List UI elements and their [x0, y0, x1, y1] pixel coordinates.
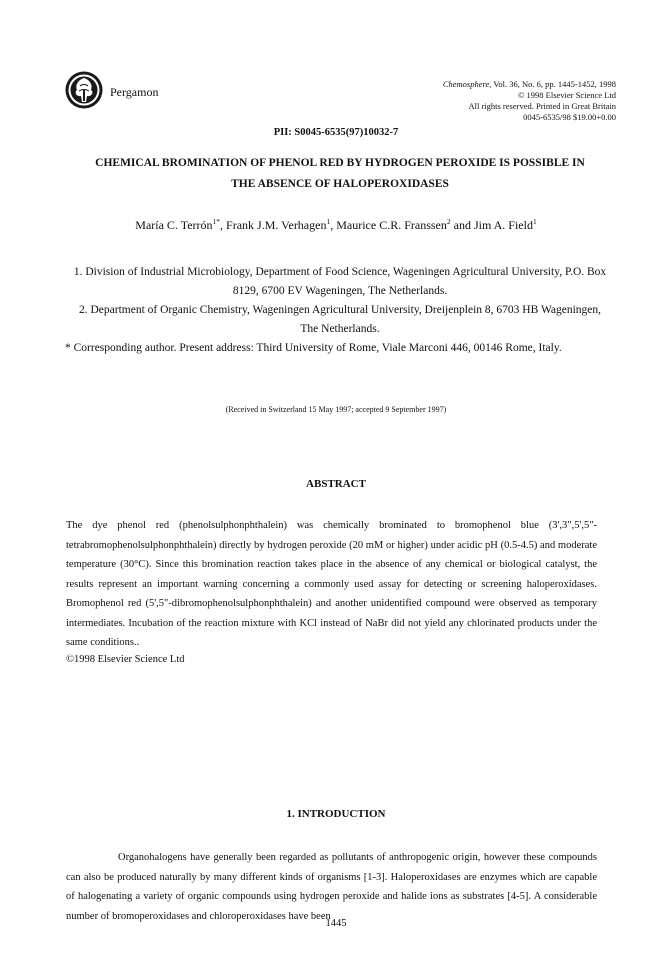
author-affiliation-marker: 1 [532, 217, 537, 226]
received-dates: (Received in Switzerland 15 May 1997; accepted 9 September 1997) [225, 405, 447, 414]
affiliations [65, 263, 610, 358]
author-name: Jim A. Field [473, 218, 533, 232]
title-line-1: CHEMICAL BROMINATION OF PHENOL RED BY HYDROGEN PEROXIDE IS POSSIBLE IN [95, 157, 585, 169]
affiliation-2: 2. Department of Organic Chemistry, Wageningen Agricultural University, Dreijenplein 8, 6703 HB Wageningen, The Netherlands. [78, 304, 602, 335]
author-separator: , [220, 218, 227, 232]
journal-name: Chemosphere [442, 79, 490, 89]
journal-volume: , Vol. 36, No. 6, pp. 1445-1452, 1998 [489, 79, 616, 89]
abstract-copyright: ©1998 Elsevier Science Ltd [66, 653, 185, 665]
title-line-2: THE ABSENCE OF HALOPEROXIDASES [231, 178, 449, 190]
journal-copyright: © 1998 Elsevier Science Ltd [517, 90, 616, 100]
abstract-heading: ABSTRACT [306, 478, 366, 490]
author-name: Frank J.M. Verhagen [226, 218, 327, 232]
journal-rights: All rights reserved. Printed in Great Britain [468, 101, 616, 111]
abstract-text: The dye phenol red (phenolsulphonphthalein) was chemically brominated to bromophenol blue (3',3",5',5"-tetrabromophenolsulphonphthalein) directly by hydrogen peroxide (20 mM or higher) under acidic pH (0.5-4.5) and moderate temperature (30°C). Since this bromination reaction takes place in the absence of any chemical or biological catalyst, the results represent an important warning concerning a commonly used assay for detecting or screening haloperoxidases. Bromophenol red (5',5"-dibromophenolsulphonphthalein) and another unidentified compound were observed as temporary intermediates. Incubation of the reaction mixture with KCl instead of NaBr did not yield any chlorinated products under the same conditions.. [66, 520, 597, 648]
author-separator: , [330, 218, 337, 232]
pii-identifier: PII: S0045-6535(97)10032-7 [273, 127, 399, 138]
affiliation-1: 1. Division of Industrial Microbiology, Department of Food Science, Wageningen Agricultural University, P.O. Box 8129, 6700 EV Wageningen, The Netherlands. [73, 266, 607, 297]
author-affiliation-marker: 1 [326, 217, 331, 226]
author-list [0, 217, 672, 233]
paper-title [60, 153, 620, 195]
abstract-section [66, 516, 597, 666]
journal-issn: 0045-6535/98 $19.00+0.00 [523, 112, 616, 122]
page-number: 1445 [325, 918, 347, 929]
pergamon-logo-icon [64, 70, 104, 110]
author-affiliation-marker: 2 [446, 217, 451, 226]
author-name: Maurice C.R. Franssen [336, 218, 447, 232]
corresponding-author-note: * Corresponding author. Present address: Third University of Rome, Viale Marconi 446, 00146 Rome, Italy. [65, 342, 562, 354]
introduction-text: Organohalogens have generally been regarded as pollutants of anthropogenic origin, however these compounds can also be produced naturally by many different kinds of organisms [1-3]. Haloperoxidases are enzymes which are capable of halogenating a variety of organic compounds using hydrogen peroxide and halide ions as substrates [4-5]. A considerable number of bromoperoxidases and chloroperoxidases have been [66, 852, 597, 922]
publisher-name: Pergamon [110, 85, 159, 99]
author-name: María C. Terrón [135, 218, 213, 232]
introduction-heading: 1. INTRODUCTION [286, 808, 386, 820]
journal-citation [443, 79, 616, 90]
author-affiliation-marker: 1* [212, 217, 221, 226]
author-separator: and [450, 218, 474, 232]
journal-info [443, 79, 616, 123]
